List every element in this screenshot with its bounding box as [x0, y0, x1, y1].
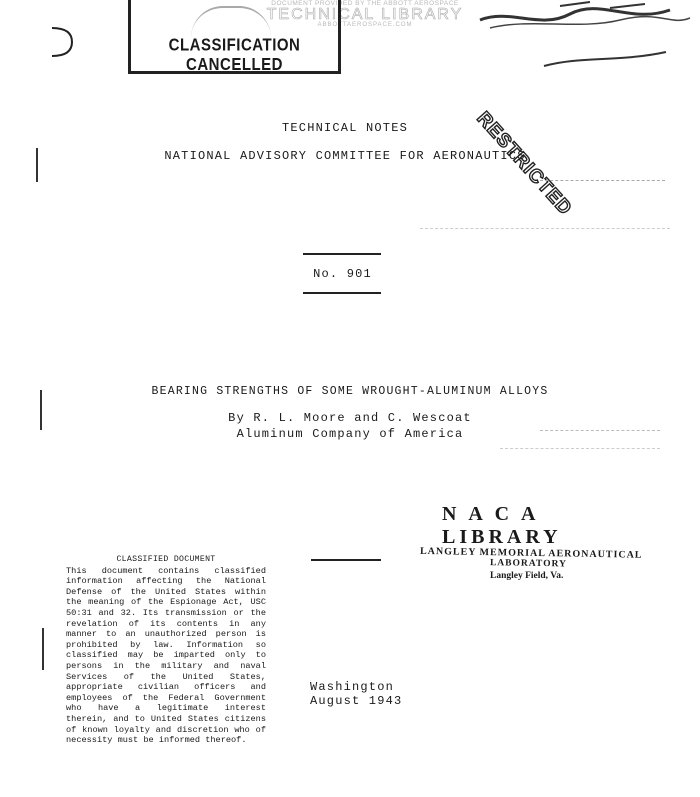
series-heading: TECHNICAL NOTES: [281, 121, 409, 135]
watermark-url: ABBOTTAEROSPACE.COM: [317, 22, 413, 28]
stamp-seal-mark: [191, 6, 271, 38]
margin-mark: [36, 148, 38, 182]
note-number: No. 901: [313, 267, 372, 281]
classification-stamp-text: CLASSIFICATION CANCELLED: [168, 35, 301, 75]
restricted-stamp: RESTRICTED: [472, 108, 576, 220]
margin-mark: [40, 390, 42, 430]
library-stamp-line2: LABORATORY: [489, 558, 567, 570]
date: August 1943: [310, 694, 403, 708]
place: Washington: [310, 680, 395, 694]
margin-mark: [42, 628, 44, 670]
number-rule-top: [303, 253, 381, 255]
pen-streak: [540, 48, 670, 72]
library-stamp-line1: LANGLEY MEMORIAL AERONAUTICAL: [419, 545, 643, 561]
naca-library-stamp: [420, 503, 660, 581]
number-rule-bottom: [303, 292, 381, 294]
committee-heading: NATIONAL ADVISORY COMMITTEE FOR AERONAUTICS: [164, 149, 526, 163]
library-stamp-title: N A C A LIBRARY: [442, 503, 562, 548]
classified-notice-body: This document contains classified information affecting the National Defense of the United States within the meaning of the Espionage Act, USC 50:31 and 32. Its transmission or the revelation of its contents in any manner to an unauthorized person is prohibited by law. Information so classified may be imparted only to persons in the military and naval Services of the United States, appropriate civilian officers and employees of the Federal Government who have a legitimate interest therein, and to United States citizens of known loyalty and discretion who of necessity must be informed thereof.: [66, 565, 266, 746]
affiliation: Aluminum Company of America: [236, 427, 464, 441]
classified-notice-title: CLASSIFIED DOCUMENT: [116, 555, 216, 564]
divider-rule: [311, 559, 381, 561]
classification-stamp: [128, 0, 341, 74]
hole-punch-mark: [44, 22, 78, 60]
watermark-main: TECHNICAL LIBRARY: [266, 6, 464, 23]
report-title: BEARING STRENGTHS OF SOME WROUGHT-ALUMINUM ALLOYS: [151, 385, 549, 398]
classified-notice: [66, 555, 266, 746]
faint-dash: [540, 180, 665, 181]
library-stamp-line3: Langley Field, Va.: [490, 571, 564, 581]
signature-scribble: [470, 0, 695, 36]
authors: By R. L. Moore and C. Wescoat: [228, 411, 472, 425]
watermark-top-line: DOCUMENT PROVIDED BY THE ABBOTT AEROSPACE: [271, 0, 459, 7]
faint-dash: [420, 228, 670, 229]
faint-dash: [500, 448, 660, 449]
faint-dash: [540, 430, 660, 431]
